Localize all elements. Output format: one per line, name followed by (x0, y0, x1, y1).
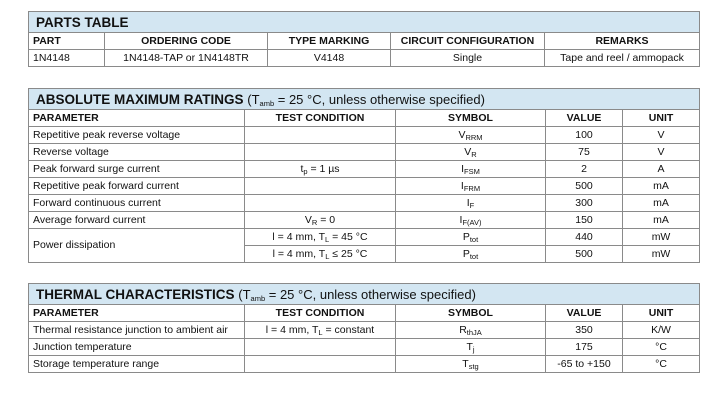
value-cell: -65 to +150 (546, 356, 623, 373)
thermal-characteristics-title: THERMAL CHARACTERISTICS ($T_{amb} = 25$ °C, unless otherwise specified) (29, 284, 700, 305)
value-cell: 150 (546, 212, 623, 229)
column-header: UNIT (623, 305, 700, 322)
column-header: CIRCUIT CONFIGURATION (391, 33, 545, 50)
parameter-cell: Thermal resistance junction to ambient air (29, 322, 245, 339)
value-cell: 500 (546, 178, 623, 195)
table-row (29, 161, 700, 178)
parts-table (28, 11, 700, 67)
parts-table-title: PARTS TABLE (29, 12, 700, 33)
symbol-cell: $T_{stg}$ (396, 356, 546, 373)
ordering-code-cell: 1N4148-TAP or 1N4148TR (105, 50, 268, 67)
column-header: TYPE MARKING (268, 33, 391, 50)
test-condition-cell: l = 4 mm, $T_L \le 25$ °C (245, 246, 396, 263)
unit-cell: mW (623, 246, 700, 263)
test-condition-cell (245, 144, 396, 161)
value-cell: 500 (546, 246, 623, 263)
parameter-cell: Repetitive peak reverse voltage (29, 127, 245, 144)
test-condition-cell (245, 178, 396, 195)
test-condition-cell: $t_p = 1$ µs (245, 161, 396, 178)
parameter-cell: Repetitive peak forward current (29, 178, 245, 195)
column-header: PART (29, 33, 105, 50)
unit-cell: °C (623, 356, 700, 373)
column-header: REMARKS (545, 33, 700, 50)
column-header: PARAMETER (29, 305, 245, 322)
table-row (29, 144, 700, 161)
test-condition-cell: $V_R = 0$ (245, 212, 396, 229)
table-row (29, 356, 700, 373)
column-header: SYMBOL (396, 110, 546, 127)
circuit-configuration-cell: Single (391, 50, 545, 67)
value-cell: 440 (546, 229, 623, 246)
symbol-cell: $I_{FSM}$ (396, 161, 546, 178)
column-header: PARAMETER (29, 110, 245, 127)
table-row (29, 339, 700, 356)
table-row (29, 178, 700, 195)
table-row (29, 212, 700, 229)
test-condition-cell (245, 127, 396, 144)
unit-cell: mA (623, 212, 700, 229)
unit-cell: K/W (623, 322, 700, 339)
parameter-cell: Junction temperature (29, 339, 245, 356)
part-cell: 1N4148 (29, 50, 105, 67)
parameter-cell: Reverse voltage (29, 144, 245, 161)
unit-cell: A (623, 161, 700, 178)
value-cell: 100 (546, 127, 623, 144)
symbol-cell: $T_j$ (396, 339, 546, 356)
parameter-cell: Peak forward surge current (29, 161, 245, 178)
remarks-cell: Tape and reel / ammopack (545, 50, 700, 67)
symbol-cell: $R_{thJA}$ (396, 322, 546, 339)
value-cell: 175 (546, 339, 623, 356)
unit-cell: V (623, 127, 700, 144)
test-condition-cell (245, 195, 396, 212)
unit-cell: mA (623, 195, 700, 212)
unit-cell: mA (623, 178, 700, 195)
test-condition-cell: l = 4 mm, $T_L$ = constant (245, 322, 396, 339)
table-row (29, 127, 700, 144)
table-row (29, 322, 700, 339)
absolute-maximum-ratings-table (28, 88, 700, 263)
thermal-characteristics-table (28, 283, 700, 373)
parameter-cell: Average forward current (29, 212, 245, 229)
parameter-cell: Power dissipation (29, 229, 245, 263)
symbol-cell: $P_{tot}$ (396, 246, 546, 263)
column-header: ORDERING CODE (105, 33, 268, 50)
symbol-cell: $I_F$ (396, 195, 546, 212)
value-cell: 300 (546, 195, 623, 212)
column-header: TEST CONDITION (245, 110, 396, 127)
absolute-maximum-ratings-title: ABSOLUTE MAXIMUM RATINGS ($T_{amb} = 25$ °C, unless otherwise specified) (29, 89, 700, 110)
parameter-cell: Forward continuous current (29, 195, 245, 212)
column-header: VALUE (546, 305, 623, 322)
type-marking-cell: V4148 (268, 50, 391, 67)
value-cell: 2 (546, 161, 623, 178)
test-condition-cell: l = 4 mm, $T_L = 45$ °C (245, 229, 396, 246)
unit-cell: °C (623, 339, 700, 356)
column-header: SYMBOL (396, 305, 546, 322)
table-row (29, 229, 700, 246)
symbol-cell: $P_{tot}$ (396, 229, 546, 246)
column-header: UNIT (623, 110, 700, 127)
column-header: VALUE (546, 110, 623, 127)
symbol-cell: $V_R$ (396, 144, 546, 161)
value-cell: 350 (546, 322, 623, 339)
unit-cell: V (623, 144, 700, 161)
symbol-cell: $I_{F(AV)}$ (396, 212, 546, 229)
parameter-cell: Storage temperature range (29, 356, 245, 373)
symbol-cell: $I_{FRM}$ (396, 178, 546, 195)
test-condition-cell (245, 356, 396, 373)
table-row (29, 195, 700, 212)
test-condition-cell (245, 339, 396, 356)
table-row (29, 50, 700, 67)
value-cell: 75 (546, 144, 623, 161)
column-header: TEST CONDITION (245, 305, 396, 322)
symbol-cell: $V_{RRM}$ (396, 127, 546, 144)
unit-cell: mW (623, 229, 700, 246)
